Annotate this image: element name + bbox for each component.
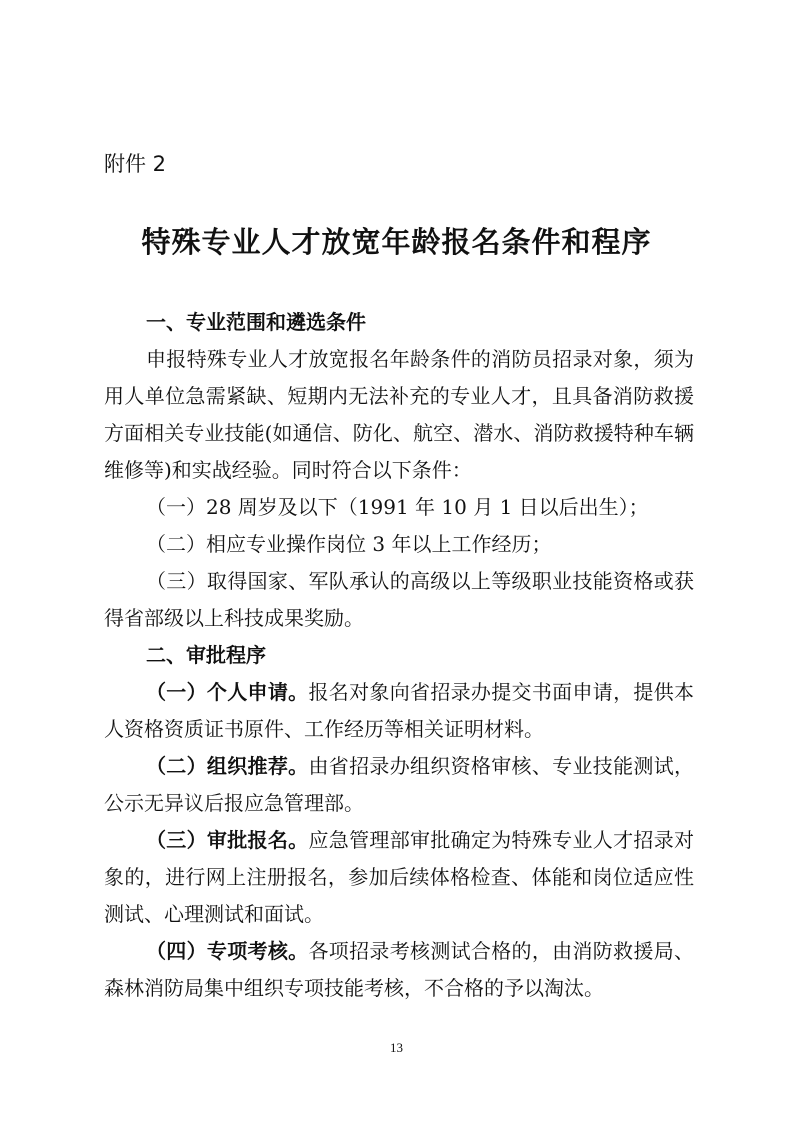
step-text: 报名对象向省招录办提交书面申请，提供本人资格资质证书原件、工作经历等相关证明材料。: [104, 680, 695, 741]
condition-item-qualification: （三）取得国家、军队承认的高级以上等级职业技能资格或获得省部级以上科技成果奖励。: [104, 569, 694, 630]
procedure-step-assessment: [104, 933, 694, 1007]
step-text: 由省招录办组织资格审核、专业技能测试，公示无异议后报应急管理部。: [104, 754, 695, 815]
attachment-label: 附件 2: [104, 152, 167, 176]
condition-item-experience: （二）相应专业操作岗位 3 年以上工作经历；: [146, 532, 552, 556]
procedure-step-approval: [104, 822, 694, 933]
page-number: 13: [390, 1040, 403, 1055]
document-body: [104, 304, 694, 1007]
step-lead: （四）专项考核。: [146, 939, 309, 963]
step-text: 各项招录考核测试合格的，由消防救援局、森林消防局集中组织专项技能考核，不合格的予以淘汰。: [104, 939, 695, 1000]
condition-item-age: （一）28 周岁及以下（1991 年 10 月 1 日以后出生）；: [146, 495, 649, 519]
procedure-step-recommendation: [104, 748, 694, 822]
section-heading-scope: 一、专业范围和遴选条件: [146, 310, 366, 334]
document-title: 特殊专业人才放宽年龄报名条件和程序: [141, 225, 652, 259]
step-text: 应急管理部审批确定为特殊专业人才招录对象的，进行网上注册报名，参加后续体格检查、体能和岗位适应性测试、心理测试和面试。: [104, 828, 695, 926]
section-intro-paragraph: 申报特殊专业人才放宽报名年龄条件的消防员招录对象，须为用人单位急需紧缺、短期内无法补充的专业人才，且具备消防救援方面相关专业技能(如通信、防化、航空、潜水、消防救援特种车辆维修等)和实战经验。同时符合以下条件：: [104, 347, 694, 482]
step-lead: （一）个人申请。: [146, 680, 309, 704]
step-lead: （二）组织推荐。: [146, 754, 309, 778]
section-heading-procedure: 二、审批程序: [146, 643, 266, 667]
procedure-step-application: [104, 674, 694, 748]
step-lead: （三）审批报名。: [146, 828, 309, 852]
